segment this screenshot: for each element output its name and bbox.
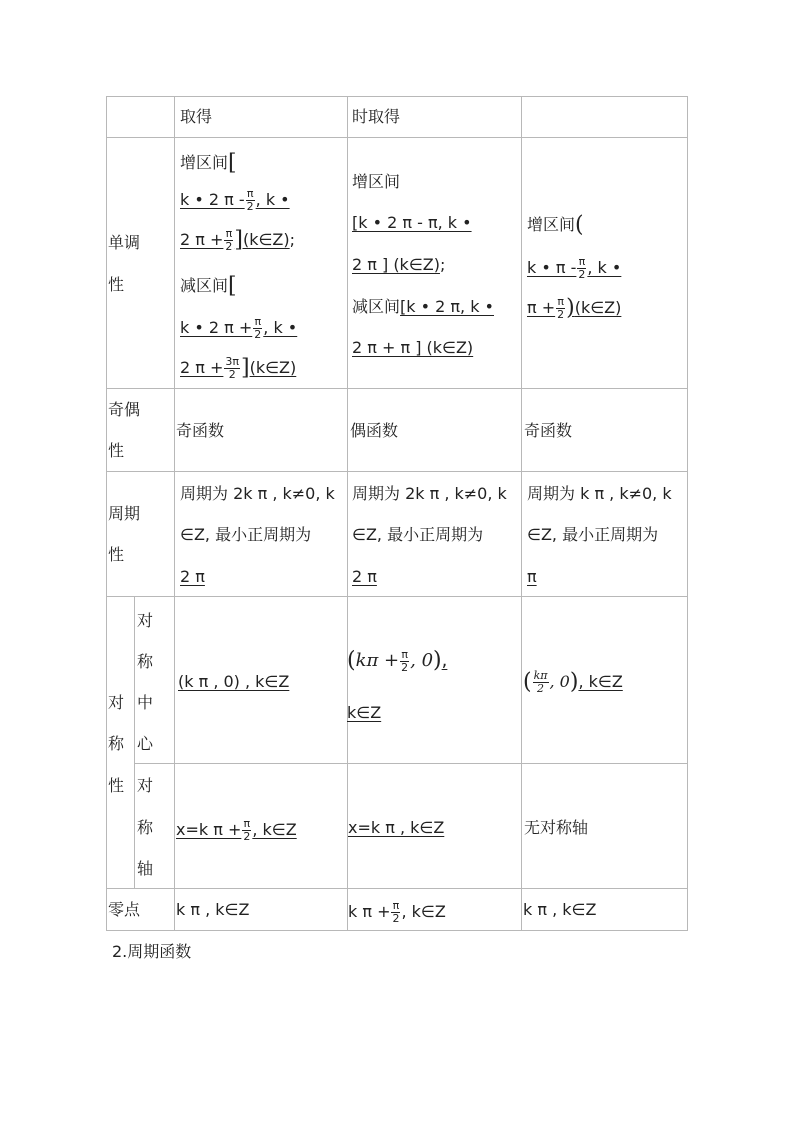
cos-zeros-text: k π +: [348, 902, 391, 921]
tan-increase-line2-text: π +: [527, 298, 556, 317]
symmetry-label-char: 对: [108, 693, 125, 712]
sin-decrease-line2-text: 2 π +: [180, 358, 224, 377]
cos-decrease-line1: [352, 297, 494, 317]
tan-increase-label: 增区间: [527, 215, 576, 234]
fraction: $\frac{\pi}{2}$: [578, 255, 586, 281]
row-label-period-b: 性: [108, 545, 125, 564]
right-paren: ): [566, 295, 575, 321]
sin-decrease-prefix: [180, 273, 237, 299]
fraction: $\frac{\pi}{2}$: [401, 647, 409, 674]
row-label-parity-b: 性: [108, 441, 125, 460]
right-bracket: ]: [234, 227, 243, 253]
row-divider: [106, 888, 688, 889]
sin-decrease-line2-tail: (k∈Z): [249, 358, 297, 377]
tan-center-tail: , 0: [549, 672, 570, 691]
right-paren: ): [433, 648, 442, 673]
header-col-1: 取得: [180, 107, 213, 126]
sin-symmetry-axis: [176, 818, 297, 843]
comma: ,: [441, 650, 448, 671]
cos-period-line1: 周期为 2k π , k≠0, k: [352, 484, 507, 503]
table-border-bottom: [106, 930, 688, 931]
tan-increase-prefix: [527, 212, 584, 238]
row-label-monotonic-a: 单调: [108, 233, 141, 252]
sin-increase-label: 增区间: [180, 153, 229, 172]
right-paren: ): [569, 669, 579, 695]
cos-center-expr: kπ +: [355, 650, 400, 671]
col-divider: [174, 96, 175, 931]
cos-increase-label: 增区间: [352, 172, 401, 191]
table-border-right: [687, 96, 688, 931]
cos-increase-line2: [352, 255, 445, 275]
sin-decrease-label: 减区间: [180, 276, 229, 295]
row-label-zeros: 零点: [108, 900, 141, 919]
fraction: $\frac{\pi}{2}$: [225, 227, 233, 253]
cos-symmetry-axis: x=k π , k∈Z: [348, 818, 445, 837]
row-label-monotonic-b: 性: [108, 275, 125, 294]
tan-center-suffix: , k∈Z: [578, 672, 623, 691]
tan-zeros: k π , k∈Z: [523, 900, 597, 919]
cos-zeros: [348, 900, 446, 925]
tan-symmetry-center: [523, 670, 623, 695]
sin-period-line2: ∈Z, 最小正周期为: [180, 525, 312, 544]
symmetry-label-char: 性: [108, 776, 125, 795]
col-divider: [134, 596, 135, 888]
cos-increase-line2-text: 2 π ] (k∈Z): [352, 255, 440, 274]
sin-axis-text: x=k π +: [176, 820, 242, 839]
row-label-parity-a: 奇偶: [108, 400, 141, 419]
row-label-period-a: 周期: [108, 504, 141, 523]
tan-increase-line1-text: k • π -: [527, 258, 577, 277]
sin-period-line1: 周期为 2k π , k≠0, k: [180, 484, 335, 503]
fraction: $\frac{\pi}{2}$: [557, 295, 565, 321]
fraction: $\frac{\pi}{2}$: [392, 899, 400, 925]
axis-label-char: 对: [137, 776, 154, 795]
tan-parity: 奇函数: [524, 421, 573, 440]
col-divider: [347, 96, 348, 931]
symmetry-label-char: 称: [108, 734, 125, 753]
center-label-char: 中: [137, 693, 154, 712]
left-bracket: [: [228, 273, 237, 299]
sin-axis-tail: , k∈Z: [252, 820, 297, 839]
section-heading: 2.周期函数: [112, 942, 192, 961]
tan-increase-line2-tail: (k∈Z): [574, 298, 622, 317]
fraction: $\frac{\pi}{2}$: [246, 187, 254, 213]
row-divider: [106, 596, 688, 597]
left-bracket: [: [228, 150, 237, 176]
cos-period-value: 2 π: [352, 567, 377, 586]
table-border-top: [106, 96, 688, 97]
cos-zeros-tail: , k∈Z: [401, 902, 446, 921]
sin-decrease-line1-tail: , k •: [263, 318, 298, 337]
fraction: $\frac{k\pi}{2}$: [533, 669, 548, 695]
left-paren: (: [575, 212, 584, 238]
sin-increase-line1-text: k • 2 π -: [180, 190, 245, 209]
header-col-2: 时取得: [352, 107, 401, 126]
row-divider: [106, 471, 688, 472]
axis-label-char: 轴: [137, 859, 154, 878]
axis-label-char: 称: [137, 818, 154, 837]
cos-increase-line1: [k • 2 π - π, k •: [352, 213, 472, 232]
fraction: $\frac{3\pi}{2}$: [225, 355, 240, 381]
fraction: $\frac{\pi}{2}$: [243, 817, 251, 843]
sin-symmetry-center: (k π , 0) , k∈Z: [178, 672, 290, 691]
cos-center-tail: , 0: [410, 650, 434, 671]
tan-increase-line1-tail: , k •: [587, 258, 622, 277]
right-bracket: ]: [241, 355, 250, 381]
cos-decrease-line1-text: [k • 2 π, k •: [400, 297, 494, 316]
sin-decrease-line1: [180, 316, 297, 341]
left-paren: (: [523, 669, 532, 695]
tan-increase-line2: [527, 296, 621, 321]
left-paren: (: [347, 648, 356, 673]
sin-period-value: 2 π: [180, 567, 205, 586]
row-divider: [134, 763, 688, 764]
sin-increase-line1-tail: , k •: [255, 190, 290, 209]
sin-increase-line2-tail: (k∈Z): [242, 230, 290, 249]
sin-zeros: k π , k∈Z: [176, 900, 250, 919]
fraction: $\frac{\pi}{2}$: [254, 315, 262, 341]
col-divider: [521, 96, 522, 931]
cos-decrease-line2: 2 π + π ] (k∈Z): [352, 338, 474, 357]
cos-parity: 偶函数: [350, 421, 399, 440]
sin-parity: 奇函数: [176, 421, 225, 440]
sin-increase-prefix: [180, 150, 237, 176]
semicolon: ;: [439, 255, 446, 274]
center-label-char: 称: [137, 652, 154, 671]
semicolon: ;: [289, 230, 296, 249]
tan-symmetry-axis: 无对称轴: [524, 818, 589, 837]
center-label-char: 对: [137, 611, 154, 630]
sin-increase-line2-text: 2 π +: [180, 230, 224, 249]
tan-period-value: π: [527, 567, 537, 586]
sin-decrease-line2: [180, 356, 296, 381]
sin-increase-line1: [180, 188, 290, 213]
sin-increase-line2: [180, 228, 295, 253]
row-divider: [106, 137, 688, 138]
cos-decrease-label: 减区间: [352, 297, 401, 316]
cos-symmetry-center-line2: k∈Z: [347, 703, 382, 722]
tan-period-line1: 周期为 k π , k≠0, k: [527, 484, 672, 503]
table-border-left: [106, 96, 107, 931]
tan-period-line2: ∈Z, 最小正周期为: [527, 525, 659, 544]
row-divider: [106, 388, 688, 389]
sin-decrease-line1-text: k • 2 π +: [180, 318, 253, 337]
tan-increase-line1: [527, 256, 621, 281]
cos-period-line2: ∈Z, 最小正周期为: [352, 525, 484, 544]
cos-symmetry-center: [347, 648, 447, 674]
center-label-char: 心: [137, 734, 154, 753]
